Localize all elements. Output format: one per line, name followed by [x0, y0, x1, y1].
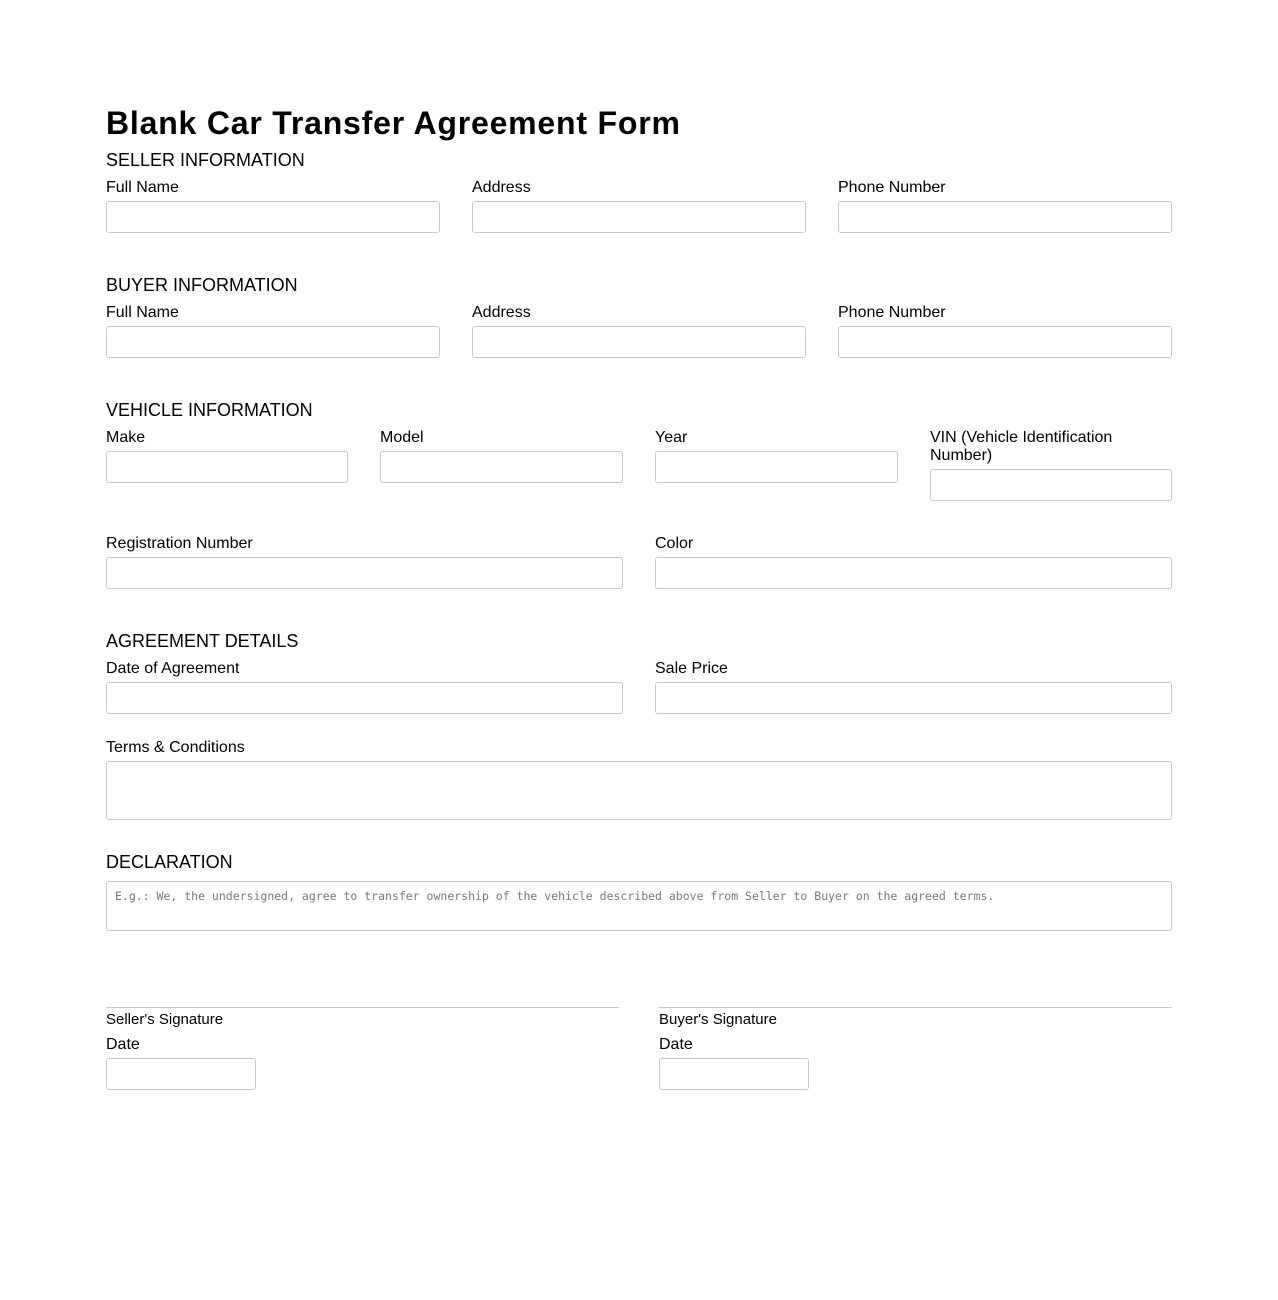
- buyer-phone-label: Phone Number: [838, 304, 946, 321]
- buyer-full-name-input[interactable]: [106, 326, 440, 358]
- seller-signature-line: [106, 1007, 619, 1008]
- buyer-date-label: Date: [659, 1036, 693, 1053]
- buyer-date-input[interactable]: [659, 1058, 809, 1090]
- sale-price-label: Sale Price: [655, 660, 728, 677]
- model-label: Model: [380, 429, 424, 446]
- make-label: Make: [106, 429, 146, 446]
- buyer-address-input[interactable]: [472, 326, 806, 358]
- seller-signature-label: Seller's Signature: [106, 1011, 224, 1028]
- vin-input[interactable]: [930, 469, 1172, 501]
- seller-full-name-input[interactable]: [106, 201, 440, 233]
- seller-date-label: Date: [106, 1036, 140, 1053]
- color-input[interactable]: [655, 557, 1172, 589]
- declaration-section-heading: DECLARATION: [106, 852, 233, 872]
- seller-address-label: Address: [472, 179, 531, 196]
- seller-full-name-label: Full Name: [106, 179, 179, 196]
- seller-phone-input[interactable]: [838, 201, 1172, 233]
- buyer-signature-label: Buyer's Signature: [659, 1011, 777, 1028]
- terms-label: Terms & Conditions: [106, 739, 245, 756]
- registration-input[interactable]: [106, 557, 623, 589]
- seller-section-heading: SELLER INFORMATION: [106, 150, 305, 170]
- buyer-address-label: Address: [472, 304, 531, 321]
- seller-address-input[interactable]: [472, 201, 806, 233]
- model-input[interactable]: [380, 451, 623, 483]
- agreement-date-input[interactable]: [106, 682, 623, 714]
- agreement-section-heading: AGREEMENT DETAILS: [106, 631, 299, 651]
- buyer-signature-line: [659, 1007, 1172, 1008]
- vehicle-section-heading: VEHICLE INFORMATION: [106, 400, 313, 420]
- buyer-full-name-label: Full Name: [106, 304, 179, 321]
- seller-phone-label: Phone Number: [838, 179, 946, 196]
- agreement-date-label: Date of Agreement: [106, 660, 240, 677]
- declaration-placeholder: E.g.: We, the undersigned, agree to transfer ownership of the vehicle described above from Seller to Buyer on the agreed terms.: [115, 889, 995, 903]
- make-input[interactable]: [106, 451, 348, 483]
- page-title: Blank Car Transfer Agreement Form: [106, 105, 681, 141]
- sale-price-input[interactable]: [655, 682, 1172, 714]
- year-input[interactable]: [655, 451, 898, 483]
- color-label: Color: [655, 535, 694, 552]
- vin-label: VIN (Vehicle Identification Number): [930, 429, 1113, 464]
- buyer-phone-input[interactable]: [838, 326, 1172, 358]
- terms-textarea[interactable]: [106, 761, 1172, 820]
- registration-label: Registration Number: [106, 535, 253, 552]
- buyer-section-heading: BUYER INFORMATION: [106, 275, 298, 295]
- declaration-textarea[interactable]: [106, 881, 1172, 931]
- seller-date-input[interactable]: [106, 1058, 256, 1090]
- year-label: Year: [655, 429, 688, 446]
